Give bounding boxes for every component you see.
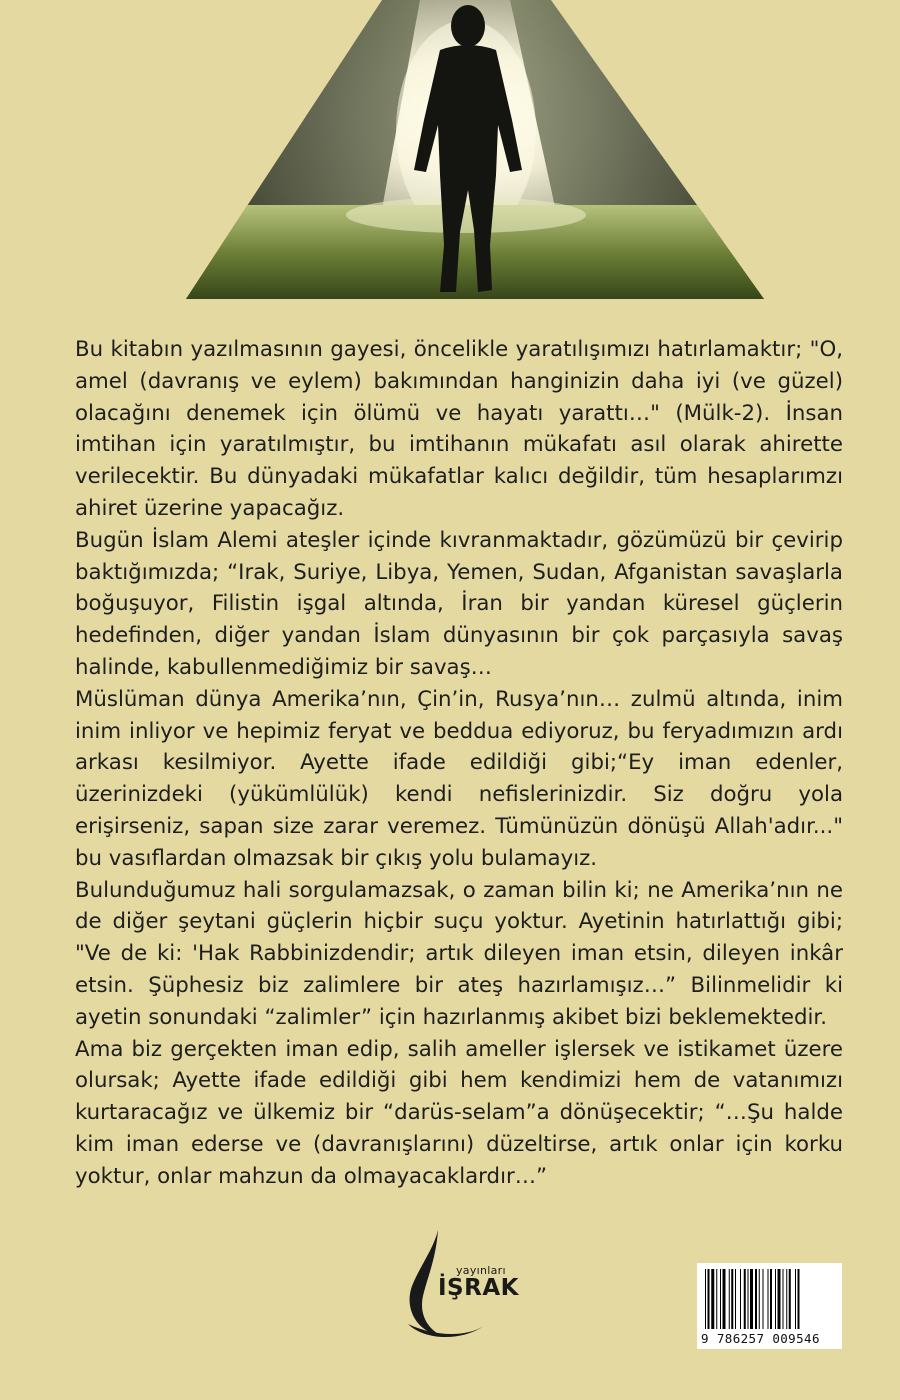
barcode-bar [768,1269,769,1329]
paragraph-3: Müslüman dünya Amerika’nın, Çin’in, Rusya’nın… zulmü altında, inim inim inliyor ve hepimiz feryat ve beddua ediyoruz, bu feryadımızın ardı arkası kesilmiyor. Ayette ifade edildiği gibi;“Ey iman edenler, üzerinizdeki (yükümlülük) kendi nefislerinizdir. Siz doğru yola erişirseniz, sapan size zarar veremez. Tümünüzün dönüşü Allah'adır..." bu vasıflardan olmazsak bir çıkış yolu bulamayız. [75,686,843,871]
barcode-bar [786,1269,787,1329]
barcode-bar [744,1269,746,1329]
isbn-number: 9 786257 009546 [701,1331,820,1346]
back-cover-text [75,334,843,1193]
barcode-bar [731,1269,733,1329]
barcode-bar [729,1269,730,1329]
barcode-bar [759,1269,760,1329]
barcode-bar [795,1269,796,1329]
barcode-bar [716,1269,717,1329]
paragraph-4: Bulunduğumuz hali sorgulamazsak, o zaman bilin ki; ne Amerika’nın ne de diğer şeytani güçlerin hiçbir suçu yoktur. Ayetinin hatırlattığı gibi; "Ve de ki: 'Hak Rabbinizdendir; artık dileyen iman etsin, dileyen inkâr etsin. Şüphesiz biz zalimlere bir ateş hazırlamışız…” Bilinmelidir ki ayetin sonundaki “zalimler” için hazırlanmış akibet bizi beklemektedir. [75,877,843,1030]
barcode-bar [778,1269,781,1329]
isbn-barcode [697,1263,842,1349]
barcode-bar [705,1269,706,1329]
cover-illustration [0,0,900,305]
barcode-bar [750,1269,753,1329]
publisher-name: İŞRAK [438,1275,519,1301]
publisher-logo [398,1228,518,1343]
barcode-bar [720,1269,721,1329]
barcode-bar [708,1269,710,1329]
barcode-bar [723,1269,726,1329]
barcode-bar [798,1269,800,1329]
barcode-bar [789,1269,791,1329]
barcode-bar [755,1269,757,1329]
barcode-bar [783,1269,784,1329]
barcode-bar [735,1269,736,1329]
barcode-bar [763,1269,764,1329]
paragraph-1: Bu kitabın yazılmasının gayesi, öncelikle yaratılışımızı hatırlamaktır; "O, amel (davranış ve eylem) bakımından hanginizin daha iyi (ve güzel) olacağını denemek için ölümü ve hayatı yarattı…" (Mülk-2). İnsan imtihan için yaratılmıştır, bu imtihanın mükafatı asıl olarak ahirette verilecektir. Bu dünyadaki mükafatlar kalıcı değildir, tüm hesaplarımzı ahiret üzerine yapacağız. [75,337,843,521]
paragraph-2: Bugün İslam Alemi ateşler içinde kıvranmaktadır, gözümüzü bir çevirip baktığımızda; “Irak, Suriye, Libya, Yemen, Sudan, Afganistan savaşlarla boğuşuyor, Filistin işgal altında, İran bir yandan küresel güçlerin hedefinden, diğer yandan İslam dünyasının bir çok parçasıyla savaş halinde, kabullenmediğimiz bir savaş… [75,527,843,680]
barcode-bars [703,1269,836,1329]
barcode-bar [748,1269,749,1329]
barcode-bar [775,1269,776,1329]
barcode-bar [770,1269,772,1329]
publisher-small-label: yayınları [456,1264,506,1277]
barcode-bar [740,1269,741,1329]
barcode-bar [711,1269,714,1329]
paragraph-5: Ama biz gerçekten iman edip, salih ameller işlersek ve istikamet üzere olursak; Ayette ifade edildiği gibi hem kendimizi hem de vatanımızı kurtaracağız ve ülkemiz bir “darüs-selam”a dönüşecektir; “…Şu halde kim iman ederse ve (davranışlarını) düzeltirse, artık onlar için korku yoktur, onlar mahzun da olmayacaklardır…” [75,1036,843,1189]
